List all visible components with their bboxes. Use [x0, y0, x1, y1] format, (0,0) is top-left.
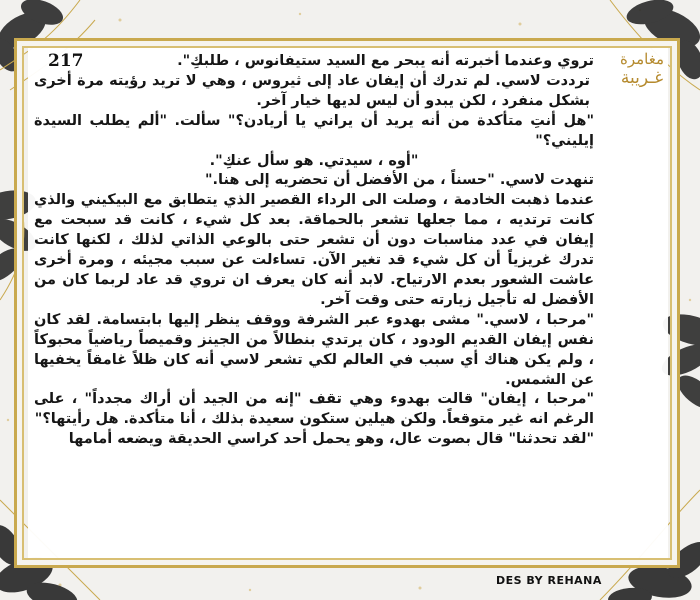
designer-signature: DES BY REHANA — [496, 574, 602, 587]
paragraph: عندما ذهبت الخادمة ، وصلت الى الرداء القصير الذي يتطابق مع البيكيني والذي كانت ترتديه ، مما جعلها تشعر بالحماقة. بعد كل شيء ، كانت قد سبحت مع إيفان في عدد مناسبات دون أن تشعر حتى بالوعي الذاتي لذلك ، لكنها كانت تدرك غريزياً أن كل شيء قد تغير الآن. تساءلت عن سبب مجيئه ، ومرة أخرى عاشت الشعور بعدم الارتياح. لابد أنه كان يعرف ان تروي قد عاد لربما كان من الأفضل له تأجيل زيارته حتى وقت آخر. — [34, 192, 594, 308]
page-number: 217 — [48, 51, 84, 71]
paragraph: "هل أنتِ متأكدة من أنه يريد أن يراني يا أريادن؟" سألت. "ألم يطلب السيدة إيليني؟" — [34, 112, 594, 149]
brand-logo — [602, 50, 682, 100]
paragraph: ترددت لاسي. لم تدرك أن إيفان عاد إلى ثيروس ، وهي لا تريد رؤيته مرة أخرى بشكل منفرد ، لكن يبدو أن ليس لديها خيار آخر. — [34, 72, 590, 109]
paragraph: "مرحبا ، إيفان" قالت بهدوء وهي تقف "إنه من الجيد أن أراك مجدداً" ، على الرغم انه غير متوقعاً. ولكن هيلين ستكون سعيدة بذلك ، أنا متأكدة. هل رأيتها؟" — [34, 391, 594, 428]
paragraph: "أوه ، سيدتي. هو سأل عنكِ". — [209, 152, 419, 169]
paragraph: "لقد تحدثنا" قال بصوت عال، وهو يحمل أحد كراسي الحديقة ويضعه أمامها — [68, 431, 594, 448]
brand-line-1: مغامرة — [619, 50, 664, 68]
paragraph: "مرحبا ، لاسي." مشى بهدوء عبر الشرفة ووقف ينظر إليها بابتسامة. لقد كان نفس إيفان القديم الودود ، كان يرتدي بنطالاً من الجينز وقميصاً رياضياً محبوكاً ، ولم يكن هناك أي سبب في العالم لكي تشعر لاسي أنه كان ظلاً غامقاً يخفيها عن الشمس. — [34, 311, 594, 388]
paragraph: تروي وعندما أخبرته أنه يبحر مع السيد ستيفانوس ، طلبكِ". — [177, 53, 594, 69]
brand-line-2: غـريبة — [620, 68, 664, 88]
story-text — [34, 52, 594, 450]
paragraph: تنهدت لاسي. "حسناً ، من الأفضل أن تحضريه إلى هنا." — [204, 172, 594, 189]
